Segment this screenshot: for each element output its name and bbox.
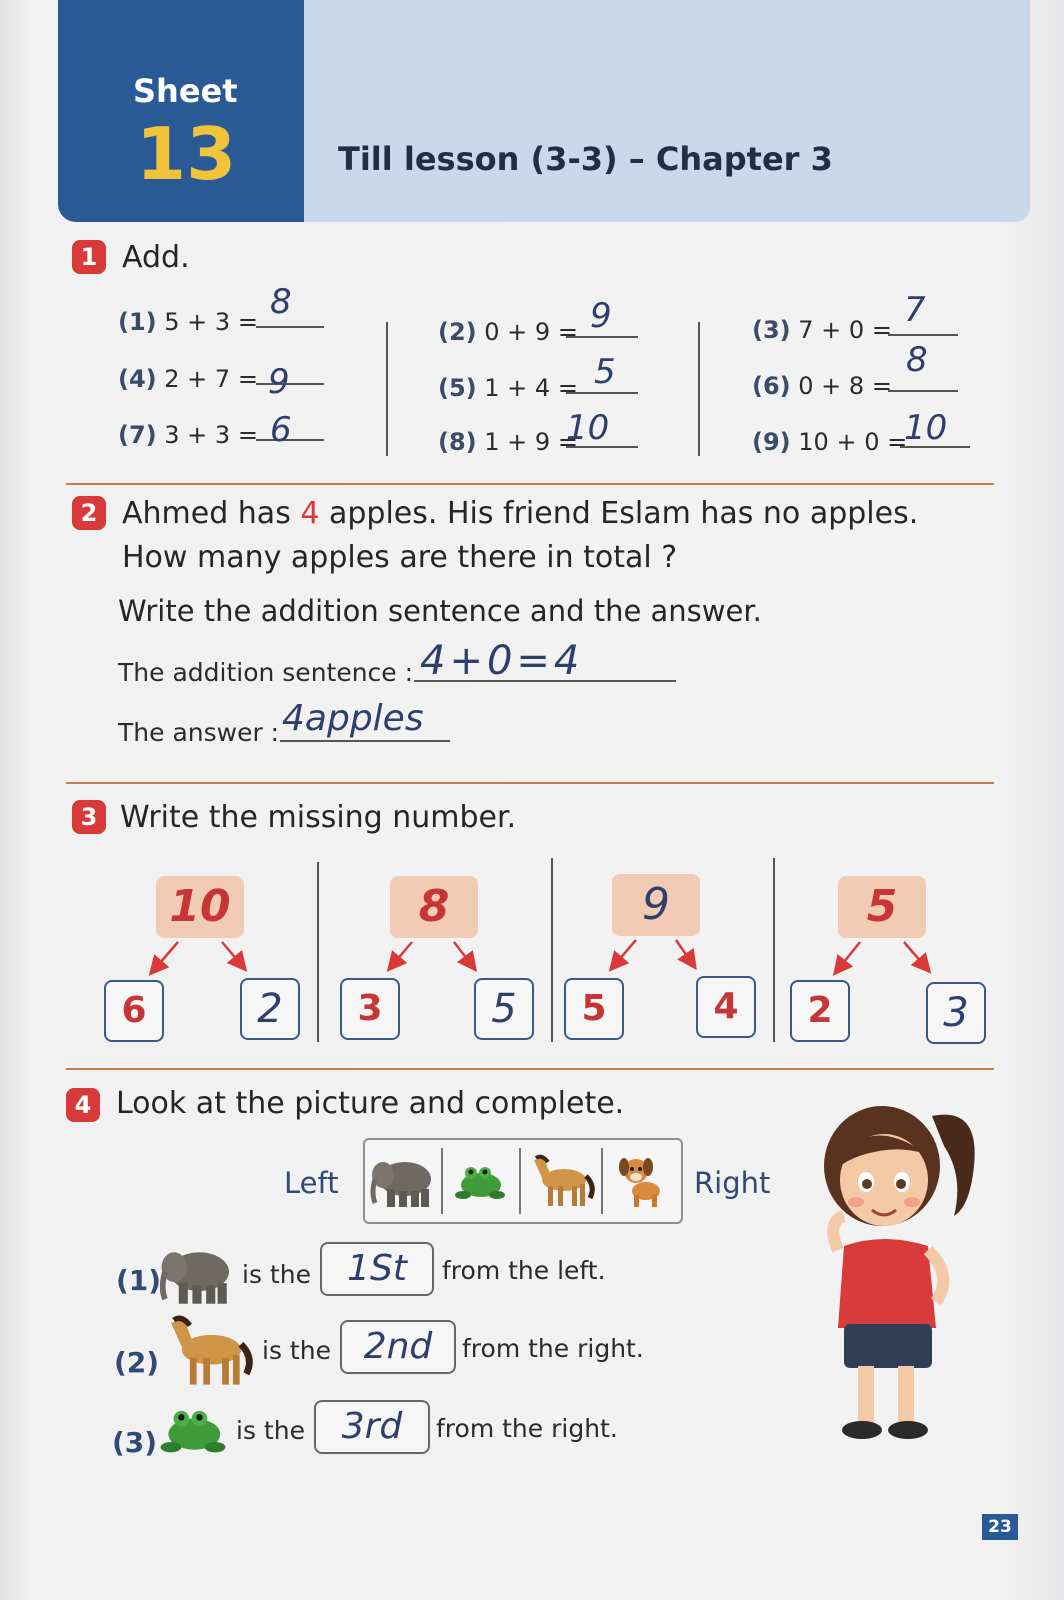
bond-2-total: 8 [390, 876, 478, 938]
question-2-line-1: Ahmed has 4 apples. His friend Eslam has no apples. [122, 496, 919, 531]
add-item-9: (9) 10 + 0 = [752, 428, 908, 456]
answer-line[interactable] [280, 740, 450, 742]
handwritten-answer-3: 7 [904, 290, 926, 330]
section-divider [66, 483, 994, 485]
handwritten-answer-1: 8 [270, 282, 292, 322]
frog-icon [158, 1402, 228, 1460]
handwritten-answer-6: 8 [906, 340, 928, 380]
sheet-number: 13 [136, 112, 237, 196]
bond-1-total: 10 [156, 876, 244, 938]
answer-line-5[interactable] [566, 392, 638, 394]
addition-sentence-label: The addition sentence : [118, 658, 414, 687]
page-title: Till lesson (3-3) – Chapter 3 [338, 140, 833, 178]
column-divider [386, 322, 388, 456]
handwritten-answer-7: 6 [270, 410, 292, 450]
add-item-7: (7) 3 + 3 = [118, 421, 258, 449]
question-1-badge: 1 [72, 240, 106, 274]
add-item-6: (6) 0 + 8 = [752, 372, 892, 400]
item-3-post: from the right. [436, 1414, 618, 1443]
section-divider [66, 1068, 994, 1070]
item-2-answer-box[interactable]: 2nd [340, 1320, 456, 1374]
question-4-badge: 4 [66, 1088, 100, 1122]
girl-illustration [804, 1096, 994, 1460]
bond-1-part-left: 6 [104, 980, 164, 1042]
answer-line-1[interactable] [256, 326, 324, 328]
item-1-number: (1) [116, 1264, 162, 1297]
animal-row [363, 1138, 683, 1224]
bond-4-total: 5 [838, 876, 926, 938]
item-2-number: (2) [114, 1346, 160, 1379]
answer-line-2[interactable] [566, 336, 638, 338]
horse-icon [156, 1312, 256, 1394]
handwritten-answer-4: 9 [268, 362, 290, 402]
handwritten-answer-8: 10 [566, 408, 610, 448]
add-item-5: (5) 1 + 4 = [438, 374, 578, 402]
add-item-1: (1) 5 + 3 = [118, 308, 258, 336]
item-1-answer-box[interactable]: 1St [320, 1242, 434, 1296]
question-3-instruction: Write the missing number. [120, 800, 517, 835]
handwritten-answer-9: 10 [904, 408, 948, 448]
elephant-icon [158, 1242, 236, 1310]
header-band [300, 0, 1030, 222]
answer-label: The answer : [118, 718, 280, 747]
bond-2-part-left: 3 [340, 978, 400, 1040]
page-number: 23 [982, 1514, 1018, 1540]
bond-4-part-left: 2 [790, 980, 850, 1042]
column-divider [698, 322, 700, 456]
handwritten-addition-sentence: 4+0=4 [420, 638, 584, 684]
item-2-post: from the right. [462, 1334, 644, 1363]
handwritten-answer-2: 9 [590, 296, 612, 336]
bond-3-part-left: 5 [564, 978, 624, 1040]
question-3-badge: 3 [72, 800, 106, 834]
frog-icon [443, 1140, 517, 1222]
answer-line-4[interactable] [256, 383, 324, 385]
right-label: Right [694, 1166, 771, 1200]
add-item-2: (2) 0 + 9 = [438, 318, 578, 346]
handwritten-answer: 4apples [282, 698, 424, 739]
bond-1-part-right-answer[interactable]: 2 [240, 978, 300, 1040]
add-item-3: (3) 7 + 0 = [752, 316, 892, 344]
item-3-number: (3) [112, 1426, 158, 1459]
bond-3-total-answer[interactable]: 9 [612, 874, 700, 936]
left-label: Left [284, 1166, 339, 1200]
question-2-badge: 2 [72, 496, 106, 530]
item-1-post: from the left. [442, 1256, 606, 1285]
bond-4-part-right-answer[interactable]: 3 [926, 982, 986, 1044]
question-2-line-3: Write the addition sentence and the answer. [118, 594, 762, 628]
item-3-answer-box[interactable]: 3rd [314, 1400, 430, 1454]
question-1-instruction: Add. [122, 240, 190, 275]
dog-icon [603, 1140, 679, 1222]
sheet-label: Sheet [133, 72, 238, 110]
handwritten-answer-5: 5 [594, 352, 616, 392]
item-2-pre: is the [262, 1336, 331, 1365]
bond-2-part-right-answer[interactable]: 5 [474, 978, 534, 1040]
add-item-4: (4) 2 + 7 = [118, 365, 258, 393]
item-3-pre: is the [236, 1416, 305, 1445]
elephant-icon [367, 1140, 439, 1222]
answer-line-3[interactable] [888, 334, 958, 336]
bond-3-part-right: 4 [696, 976, 756, 1038]
item-1-pre: is the [242, 1260, 311, 1289]
add-item-8: (8) 1 + 9 = [438, 428, 578, 456]
section-divider [66, 782, 994, 784]
horse-icon [521, 1140, 599, 1222]
answer-line-6[interactable] [888, 390, 958, 392]
question-2-line-2: How many apples are there in total ? [122, 540, 678, 575]
question-4-instruction: Look at the picture and complete. [116, 1086, 625, 1121]
